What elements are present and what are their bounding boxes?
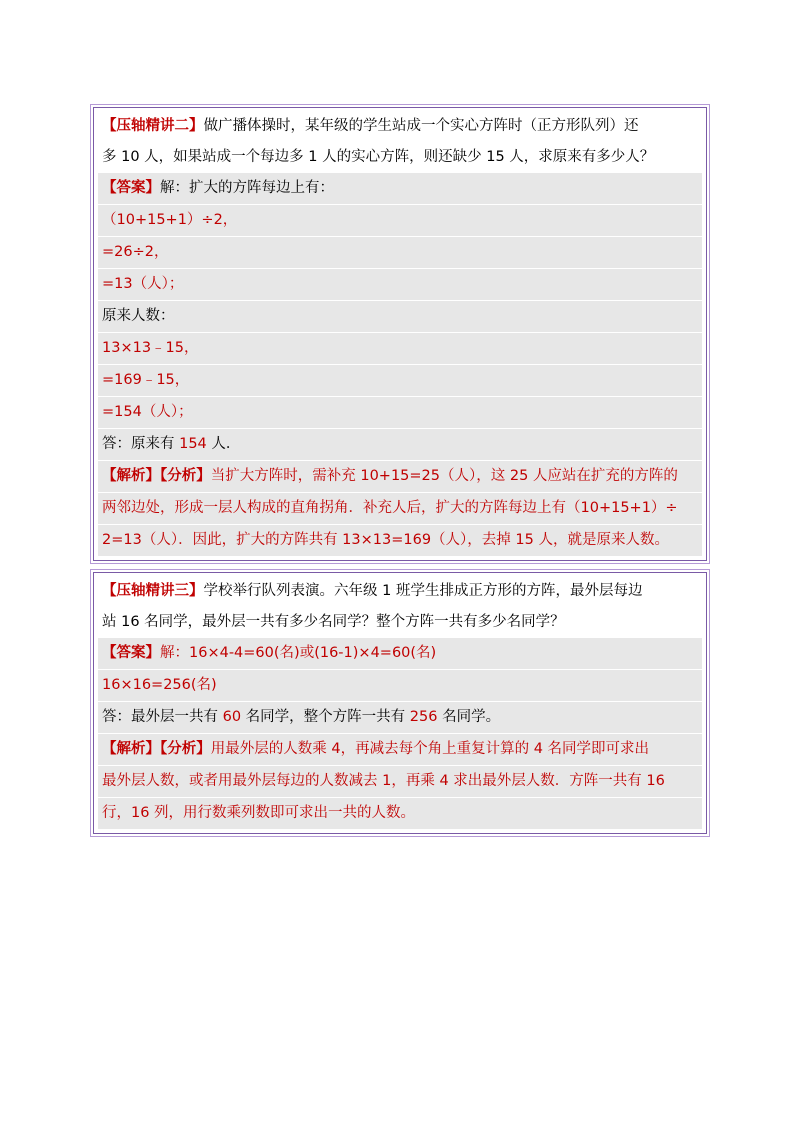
solution-step: =154（人）； xyxy=(98,397,702,429)
solution-step: =13（人）； xyxy=(98,269,702,301)
explanation-text: 用最外层的人数乘 4，再减去每个角上重复计算的 4 名同学即可求出 xyxy=(210,741,650,757)
solution-step: （10+15+1）÷2， xyxy=(98,205,702,237)
question-text: 学校举行队列表演。六年级 1 班学生排成正方形的方阵，最外层每边 xyxy=(203,583,643,599)
final-answer-number: 154 xyxy=(179,436,207,452)
solution-step: 原来人数： xyxy=(98,301,702,333)
final-answer-text: 答：原来有 xyxy=(102,436,180,452)
answer-line xyxy=(98,173,702,205)
answer-tag: 【答案】 xyxy=(102,645,160,661)
final-answer-number: 256 xyxy=(409,709,438,725)
question-number: 1 xyxy=(308,149,318,165)
question-line-2 xyxy=(98,142,702,173)
question-text: 多 xyxy=(102,149,122,165)
answer-text: 解：扩大的方阵每边上有： xyxy=(160,180,334,196)
explanation-tag: 【解析】【分析】 xyxy=(102,468,211,484)
problem-box-2 xyxy=(93,107,707,561)
question-tag: 【压轴精讲三】 xyxy=(102,583,204,599)
solution-step: 16×16=256(名) xyxy=(98,670,702,702)
explanation-line-2: 最外层人数，或者用最外层每边的人数减去 1，再乘 4 求出最外层人数．方阵一共有 16 xyxy=(98,766,702,798)
explanation-line-3: 2=13（人）．因此，扩大的方阵共有 13×13=169（人），去掉 15 人，就是原来人数。 xyxy=(98,525,702,557)
final-answer-text: 名同学。 xyxy=(437,709,501,725)
final-answer xyxy=(98,429,702,461)
solution-step: 13×13﹣15， xyxy=(98,333,702,365)
question-number: 15 xyxy=(486,149,505,165)
solution-step: =26÷2， xyxy=(98,237,702,269)
final-answer-text: 答：最外层一共有 xyxy=(102,709,223,725)
final-answer-text: 名同学，整个方阵一共有 xyxy=(241,709,410,725)
problem-box-3 xyxy=(93,572,707,834)
solution-step: =169﹣15， xyxy=(98,365,702,397)
question-line-1 xyxy=(98,576,702,607)
question-text: 人，如果站成一个每边多 xyxy=(139,149,309,165)
explanation-tag: 【解析】【分析】 xyxy=(102,741,211,757)
question-text: 做广播体操时，某年级的学生站成一个实心方阵时（正方形队列）还 xyxy=(203,118,639,134)
question-text: 人的实心方阵，则还缺少 xyxy=(317,149,487,165)
question-number: 10 xyxy=(121,149,140,165)
explanation-line-3: 行，16 列，用行数乘列数即可求出一共的人数。 xyxy=(98,798,702,830)
final-answer-number: 60 xyxy=(222,709,242,725)
question-tag: 【压轴精讲二】 xyxy=(102,118,204,134)
question-line-1 xyxy=(98,111,702,142)
question-text: 人，求原来有多少人？ xyxy=(504,149,655,165)
question-line-2: 站 16 名同学，最外层一共有多少名同学？整个方阵一共有多少名同学？ xyxy=(98,607,702,638)
answer-line xyxy=(98,638,702,670)
final-answer-text: 人． xyxy=(206,436,241,452)
explanation-line-1 xyxy=(98,461,702,493)
explanation-line-2: 两邻边处，形成一层人构成的直角拐角．补充人后，扩大的方阵每边上有（10+15+1）÷ xyxy=(98,493,702,525)
final-answer xyxy=(98,702,702,734)
explanation-text: 当扩大方阵时，需补充 10+15=25（人），这 25 人应站在扩充的方阵的 xyxy=(210,468,678,484)
answer-text: 解：16×4-4=60(名)或(16-1)×4=60(名) xyxy=(160,645,437,661)
explanation-line-1 xyxy=(98,734,702,766)
answer-tag: 【答案】 xyxy=(102,180,160,196)
